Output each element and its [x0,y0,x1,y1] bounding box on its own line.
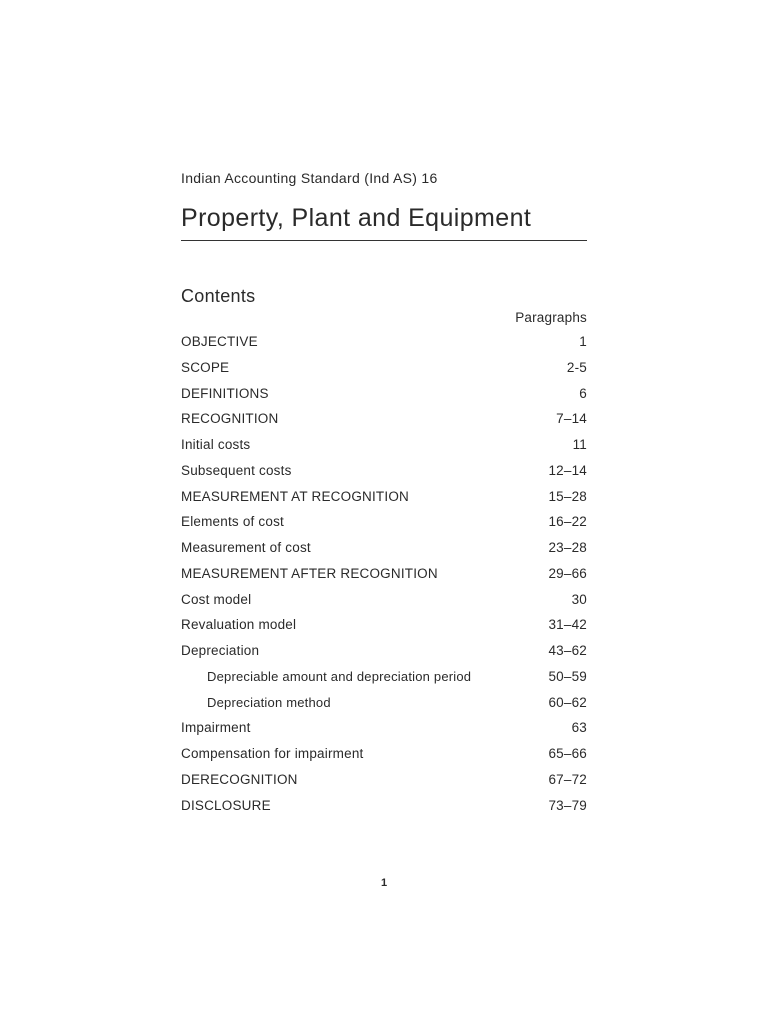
toc-entry-paragraphs: 50–59 [548,668,587,684]
toc-entry-paragraphs: 65–66 [548,746,587,761]
toc-entry-label: MEASUREMENT AT RECOGNITION [181,488,409,504]
toc-entry-label: OBJECTIVE [181,334,258,349]
toc-entry-paragraphs: 30 [571,591,587,607]
toc-entry-paragraphs: 6 [579,385,587,401]
toc-entry-label: Impairment [181,720,251,736]
toc-entry [181,617,587,643]
toc-entry [181,566,587,592]
toc-entry-label: Elements of cost [181,514,284,530]
toc-entry-paragraphs: 29–66 [548,565,587,581]
toc-entry-paragraphs: 60–62 [548,694,587,710]
toc-entry [181,437,587,463]
toc-entry-label: Depreciation method [207,694,331,710]
toc-entry-label: DEFINITIONS [181,385,269,401]
toc-entry-paragraphs: 73–79 [548,797,587,813]
standard-label: Indian Accounting Standard (Ind AS) 16 [181,170,438,186]
toc-entry-label: RECOGNITION [181,411,279,427]
toc-entry [181,463,587,489]
page-title: Property, Plant and Equipment [181,204,532,232]
toc-entry-paragraphs: 7–14 [556,411,587,427]
toc-entry [181,746,587,772]
toc-entry-paragraphs: 1 [579,334,587,349]
toc-entry-paragraphs: 15–28 [548,488,587,504]
title-divider [181,240,587,241]
toc-entry-label: Revaluation model [181,617,297,633]
page-number: 1 [380,877,388,889]
toc-entry [181,489,587,515]
toc-entry-label: Measurement of cost [181,540,311,555]
toc-entry-label: Depreciable amount and depreciation period [207,668,472,684]
toc-subentry [181,669,587,695]
toc-entry [181,772,587,798]
toc-entry-label: MEASUREMENT AFTER RECOGNITION [181,565,438,581]
table-of-contents [181,334,587,823]
paragraphs-column-header: Paragraphs [515,310,587,325]
toc-entry [181,720,587,746]
toc-entry [181,386,587,412]
toc-entry [181,334,587,360]
toc-entry-label: Depreciation [181,643,260,658]
toc-entry-paragraphs: 16–22 [548,514,587,530]
toc-entry-paragraphs: 23–28 [548,540,587,555]
toc-entry [181,514,587,540]
toc-entry-paragraphs: 63 [571,720,587,736]
toc-entry [181,540,587,566]
toc-entry-label: Compensation for impairment [181,746,364,761]
toc-subentry [181,695,587,721]
toc-entry-paragraphs: 12–14 [548,462,587,478]
toc-entry-label: Subsequent costs [181,462,292,478]
toc-entry-label: DISCLOSURE [181,797,271,813]
toc-entry-label: Cost model [181,591,252,607]
toc-entry-paragraphs: 67–72 [548,771,587,787]
toc-entry-paragraphs: 2-5 [566,359,587,375]
contents-heading: Contents [181,286,256,306]
toc-entry-paragraphs: 43–62 [548,643,587,658]
toc-entry [181,798,587,824]
toc-entry-paragraphs: 31–42 [548,617,587,633]
toc-entry-label: Initial costs [181,437,251,452]
toc-entry [181,411,587,437]
toc-entry-label: SCOPE [181,359,230,375]
toc-entry [181,643,587,669]
toc-entry-paragraphs: 11 [572,437,587,452]
toc-entry [181,360,587,386]
toc-entry-label: DERECOGNITION [181,771,298,787]
toc-entry [181,592,587,618]
